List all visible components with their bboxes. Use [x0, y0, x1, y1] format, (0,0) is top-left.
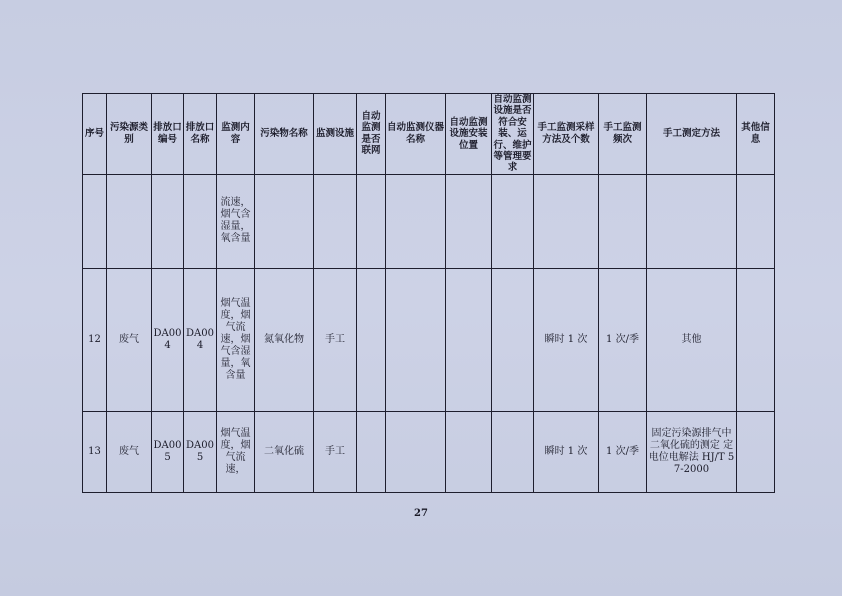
- cell-manual-frequency: 1 次/季: [599, 411, 647, 492]
- cell-seq: 13: [83, 411, 107, 492]
- cell-manual-sampling: 瞬时 1 次: [534, 411, 599, 492]
- header-auto-location: 自动监测设施安装位置: [446, 94, 492, 175]
- cell-monitor-facility: 手工: [314, 268, 357, 411]
- table-row: [83, 411, 775, 492]
- header-manual-method: 手工测定方法: [647, 94, 737, 175]
- cell-auto-location: [446, 174, 492, 268]
- cell-monitor-content: 烟气温度，烟气流速，: [217, 411, 255, 492]
- cell-auto-instrument: [386, 174, 446, 268]
- cell-auto-instrument: [386, 411, 446, 492]
- cell-auto-compliance: [492, 174, 534, 268]
- header-auto-instrument: 自动监测仪器名称: [386, 94, 446, 175]
- table-row: [83, 174, 775, 268]
- cell-auto-networked: [357, 268, 386, 411]
- cell-manual-method: 固定污染源排气中二氧化硫的测定 定电位电解法 HJ/T 57-2000: [647, 411, 737, 492]
- table-row: [83, 268, 775, 411]
- cell-manual-method: 其他: [647, 268, 737, 411]
- cell-auto-location: [446, 411, 492, 492]
- table-header-row: [83, 94, 775, 175]
- cell-pollutant-name: 二氧化硫: [255, 411, 314, 492]
- cell-auto-location: [446, 268, 492, 411]
- cell-manual-sampling: [534, 174, 599, 268]
- cell-pollutant-name: [255, 174, 314, 268]
- cell-manual-frequency: 1 次/季: [599, 268, 647, 411]
- cell-manual-frequency: [599, 174, 647, 268]
- cell-manual-method: [647, 174, 737, 268]
- cell-other-info: [737, 268, 775, 411]
- header-outlet-name: 排放口名称: [184, 94, 217, 175]
- header-monitor-facility: 监测设施: [314, 94, 357, 175]
- cell-auto-compliance: [492, 268, 534, 411]
- header-manual-sampling: 手工监测采样方法及个数: [534, 94, 599, 175]
- header-source-type: 污染源类别: [107, 94, 152, 175]
- cell-monitor-facility: 手工: [314, 411, 357, 492]
- header-seq: 序号: [83, 94, 107, 175]
- cell-monitor-content: 流速，烟气含湿量，氧含量: [217, 174, 255, 268]
- cell-source-type: [107, 174, 152, 268]
- header-manual-frequency: 手工监测频次: [599, 94, 647, 175]
- header-pollutant-name: 污染物名称: [255, 94, 314, 175]
- cell-auto-networked: [357, 411, 386, 492]
- header-other-info: 其他信息: [737, 94, 775, 175]
- cell-seq: [83, 174, 107, 268]
- cell-outlet-code: [152, 174, 184, 268]
- cell-outlet-name: DA005: [184, 411, 217, 492]
- cell-other-info: [737, 411, 775, 492]
- cell-manual-sampling: 瞬时 1 次: [534, 268, 599, 411]
- page-number: 27: [414, 508, 428, 519]
- cell-other-info: [737, 174, 775, 268]
- cell-outlet-code: DA005: [152, 411, 184, 492]
- cell-outlet-name: [184, 174, 217, 268]
- monitoring-table: [82, 93, 775, 493]
- cell-monitor-content: 烟气温度，烟气流速，烟气含湿量，氧含量: [217, 268, 255, 411]
- cell-monitor-facility: [314, 174, 357, 268]
- cell-source-type: 废气: [107, 411, 152, 492]
- header-auto-networked: 自动监测是否联网: [357, 94, 386, 175]
- cell-seq: 12: [83, 268, 107, 411]
- header-monitor-content: 监测内容: [217, 94, 255, 175]
- cell-outlet-code: DA004: [152, 268, 184, 411]
- header-auto-compliance: 自动监测设施是否符合安装、运行、维护等管理要求: [493, 94, 532, 174]
- cell-source-type: 废气: [107, 268, 152, 411]
- cell-auto-instrument: [386, 268, 446, 411]
- cell-pollutant-name: 氮氧化物: [255, 268, 314, 411]
- header-outlet-code: 排放口编号: [152, 94, 184, 175]
- cell-outlet-name: DA004: [184, 268, 217, 411]
- cell-auto-compliance: [492, 411, 534, 492]
- cell-auto-networked: [357, 174, 386, 268]
